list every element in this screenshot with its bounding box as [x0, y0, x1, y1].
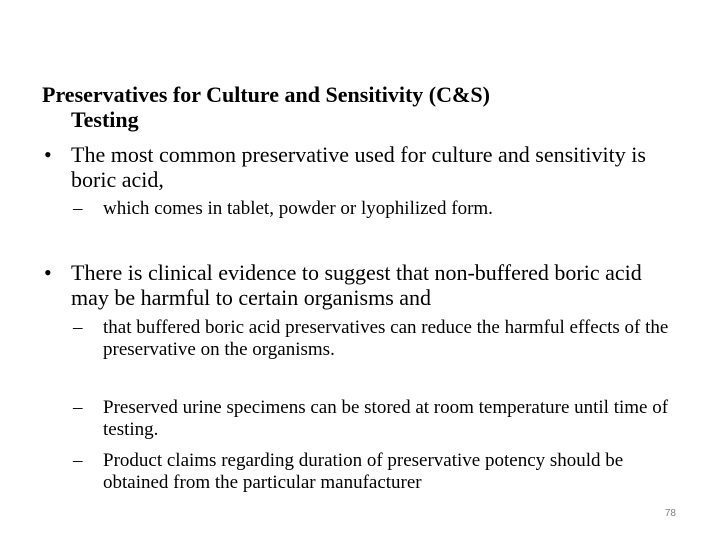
bullet-marker: • [44, 142, 52, 167]
sub-bullet-text: which comes in tablet, powder or lyophilized form. [103, 198, 493, 219]
sub-bullet-text: that buffered boric acid preservatives can reduce the harmful effects of the preservative on the organisms. [103, 317, 669, 360]
sub-bullet-marker: – [73, 317, 83, 338]
bullet-item-2 [44, 260, 684, 310]
sub-bullet-item-1 [73, 198, 673, 220]
slide-title [42, 82, 682, 132]
bullet-text: There is clinical evidence to suggest that non-buffered boric acid may be harmful to certain organisms and [71, 260, 642, 310]
slide-title-line-1: Preservatives for Culture and Sensitivity (C&S) [42, 82, 490, 107]
sub-bullet-text: Preserved urine specimens can be stored at room temperature until time of testing. [103, 397, 669, 440]
bullet-marker: • [44, 260, 52, 285]
sub-bullet-text: Product claims regarding duration of preservative potency should be obtained from the particular manufacturer [103, 450, 624, 493]
slide-title-line-2: Testing [71, 107, 139, 132]
page-number: 78 [664, 508, 676, 519]
bullet-text: The most common preservative used for culture and sensitivity is boric acid, [71, 142, 646, 192]
sub-bullet-marker: – [73, 450, 83, 471]
sub-bullet-item-3 [73, 397, 673, 441]
sub-bullet-marker: – [73, 397, 83, 418]
bullet-item-1 [44, 142, 684, 192]
sub-bullet-marker: – [73, 198, 83, 219]
sub-bullet-item-2 [73, 317, 673, 361]
sub-bullet-item-4 [73, 450, 673, 494]
